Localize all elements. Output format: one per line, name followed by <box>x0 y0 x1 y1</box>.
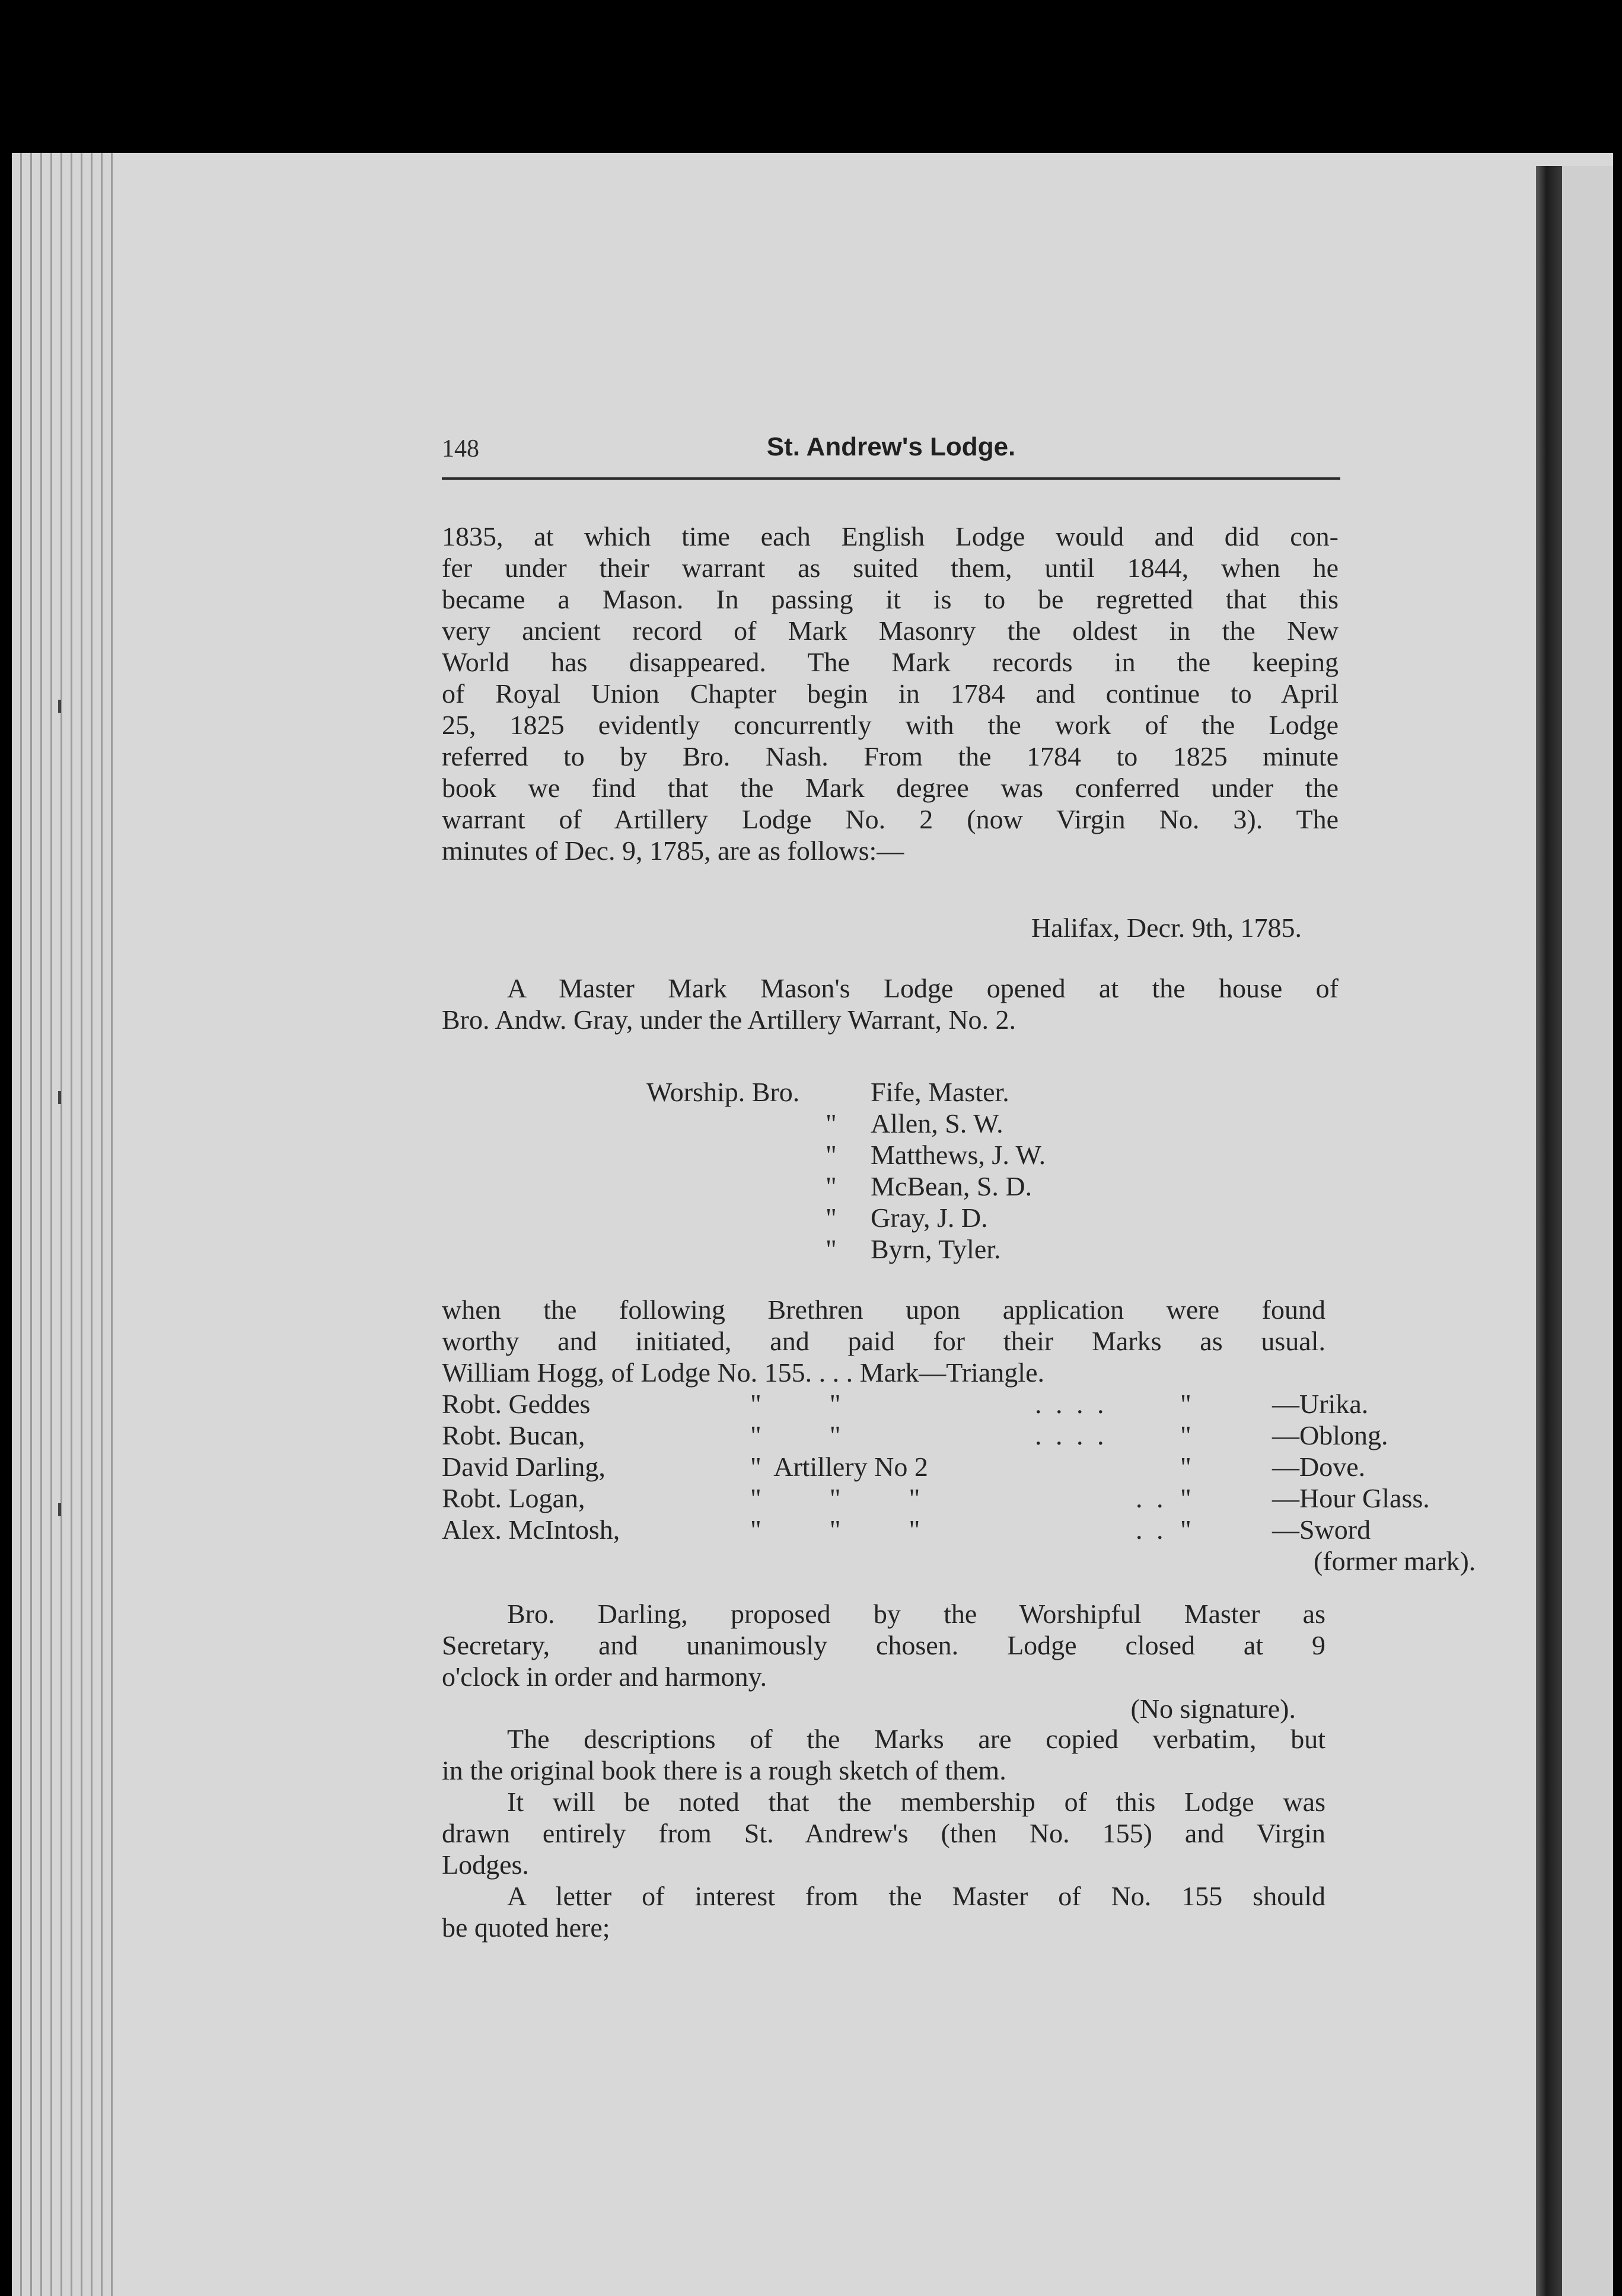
text-line: when the following Brethren upon application were found <box>442 1294 1325 1325</box>
page-number: 148 <box>442 435 479 463</box>
marks-row <box>442 1357 1331 1388</box>
officer-name: McBean, S. D. <box>871 1171 1033 1201</box>
initiation-paragraph <box>442 1294 1325 1357</box>
text-line: fer under their warrant as suited them, until 1844, when he <box>442 553 1339 583</box>
text-line: became a Mason. In passing it is to be regretted that this <box>442 584 1339 614</box>
text-line: worthy and initiated, and paid for their Marks as usual. <box>442 1326 1325 1356</box>
mark-name: —Oblong. <box>1272 1420 1388 1450</box>
text-line: book we find that the Mark degree was conferred under the <box>442 773 1339 803</box>
book-binding <box>1536 166 1562 2296</box>
text-line: warrant of Artillery Lodge No. 2 (now Virgin No. 3). The <box>442 804 1339 834</box>
signature-note: (No signature). <box>1130 1694 1296 1724</box>
brother-name: Robt. Geddes <box>442 1389 591 1419</box>
text-line: A letter of interest from the Master of No. 155 should <box>507 1881 1325 1911</box>
marks-row <box>442 1545 1476 1577</box>
officer-name: Matthews, J. W. <box>871 1140 1046 1170</box>
marks-row <box>442 1482 1430 1514</box>
mark-ditto: " <box>1180 1514 1191 1545</box>
leader-dots: . . . . <box>1035 1389 1108 1419</box>
mark-name: —Dove. <box>1272 1452 1366 1482</box>
ditto-mark: " <box>826 1108 837 1139</box>
brother-name: Alex. McIntosh, <box>442 1514 620 1545</box>
text-line: It will be noted that the membership of this Lodge was <box>507 1787 1325 1817</box>
text-line: World has disappeared. The Mark records in the keeping <box>442 647 1339 677</box>
officer-title: Worship. Bro. <box>646 1077 800 1107</box>
page-header <box>442 430 1340 480</box>
mark-ditto: " <box>1180 1483 1191 1513</box>
officer-name: Byrn, Tyler. <box>871 1234 1001 1264</box>
lodge-ditto: " " <box>750 1420 841 1450</box>
margin-tick <box>58 1503 61 1516</box>
text-line: o'clock in order and harmony. <box>442 1662 767 1692</box>
lodge-ditto: " Artillery No 2 <box>750 1452 928 1482</box>
text-line: Secretary, and unanimously chosen. Lodge closed at 9 <box>442 1630 1325 1660</box>
officer-name: Allen, S. W. <box>871 1108 1003 1139</box>
text-line: in the original book there is a rough sketch of them. <box>442 1755 1006 1785</box>
leader-dots: . . . . <box>1035 1420 1108 1450</box>
mark-name: —Sword <box>1272 1514 1371 1545</box>
marks-row <box>442 1388 1369 1420</box>
margin-tick <box>58 700 61 713</box>
text-line: Bro. Darling, proposed by the Worshipful Master as <box>507 1599 1325 1629</box>
mark-ditto: " <box>1180 1420 1191 1450</box>
marks-row <box>442 1420 1388 1451</box>
meeting-paragraph <box>442 972 1339 1035</box>
text-line: Bro. Andw. Gray, under the Artillery Warrant, No. 2. <box>442 1004 1016 1035</box>
mark-name: —Hour Glass. <box>1272 1483 1430 1513</box>
mark-name: —Urika. <box>1272 1389 1369 1419</box>
margin-tick <box>58 1091 61 1104</box>
paragraph-intro <box>442 521 1339 866</box>
running-title: St. Andrew's Lodge. <box>766 432 1016 461</box>
text-line: 25, 1825 evidently concurrently with the work of the Lodge <box>442 710 1339 740</box>
lodge-ditto: " " " <box>750 1483 920 1513</box>
brother-name: Robt. Bucan, <box>442 1420 585 1450</box>
text-line: of Royal Union Chapter begin in 1784 and continue to April <box>442 678 1339 709</box>
former-mark-note: (former mark). <box>1314 1546 1476 1576</box>
marks-row <box>442 1514 1371 1545</box>
text-line: minutes of Dec. 9, 1785, are as follows:— <box>442 836 904 866</box>
mark-ditto: " <box>1180 1389 1191 1419</box>
lodge-ditto: " " <box>750 1389 841 1419</box>
right-margin <box>1562 166 1613 2296</box>
page-edges <box>12 153 113 2296</box>
text-line: A Master Mark Mason's Lodge opened at the house of <box>507 973 1339 1003</box>
brother-name: Robt. Logan, <box>442 1483 585 1513</box>
ditto-mark: " <box>826 1140 837 1170</box>
marks-table <box>442 1357 1476 1577</box>
text-line: be quoted here; <box>442 1912 610 1943</box>
mark-ditto: " <box>1180 1452 1191 1482</box>
ditto-mark: " <box>826 1171 837 1201</box>
officer-name: Fife, Master. <box>871 1077 1009 1107</box>
ditto-mark: " <box>826 1234 837 1264</box>
lodge-ditto: " " " <box>750 1514 920 1545</box>
leader-dots: . . <box>1136 1514 1167 1545</box>
officer-name: Gray, J. D. <box>871 1203 988 1233</box>
closing-paragraphs <box>442 1723 1325 1943</box>
text-line: referred to by Bro. Nash. From the 1784 to 1825 minute <box>442 741 1339 771</box>
leader-dots: . . <box>1136 1483 1167 1513</box>
ditto-mark: " <box>826 1203 837 1233</box>
text-line: very ancient record of Mark Masonry the oldest in the New <box>442 616 1339 646</box>
brother-name: David Darling, <box>442 1452 606 1482</box>
marks-row <box>442 1451 1366 1482</box>
dateline: Halifax, Decr. 9th, 1785. <box>1031 913 1302 943</box>
text-line: drawn entirely from St. Andrew's (then No. 155) and Virgin <box>442 1818 1325 1848</box>
text-line: 1835, at which time each English Lodge would and did con- <box>442 521 1339 551</box>
secretary-paragraph <box>442 1598 1325 1692</box>
text-line: Lodges. <box>442 1849 529 1880</box>
text-line: The descriptions of the Marks are copied verbatim, but <box>507 1724 1325 1754</box>
marks-first-row: William Hogg, of Lodge No. 155. . . . Mark—Triangle. <box>442 1357 1044 1388</box>
